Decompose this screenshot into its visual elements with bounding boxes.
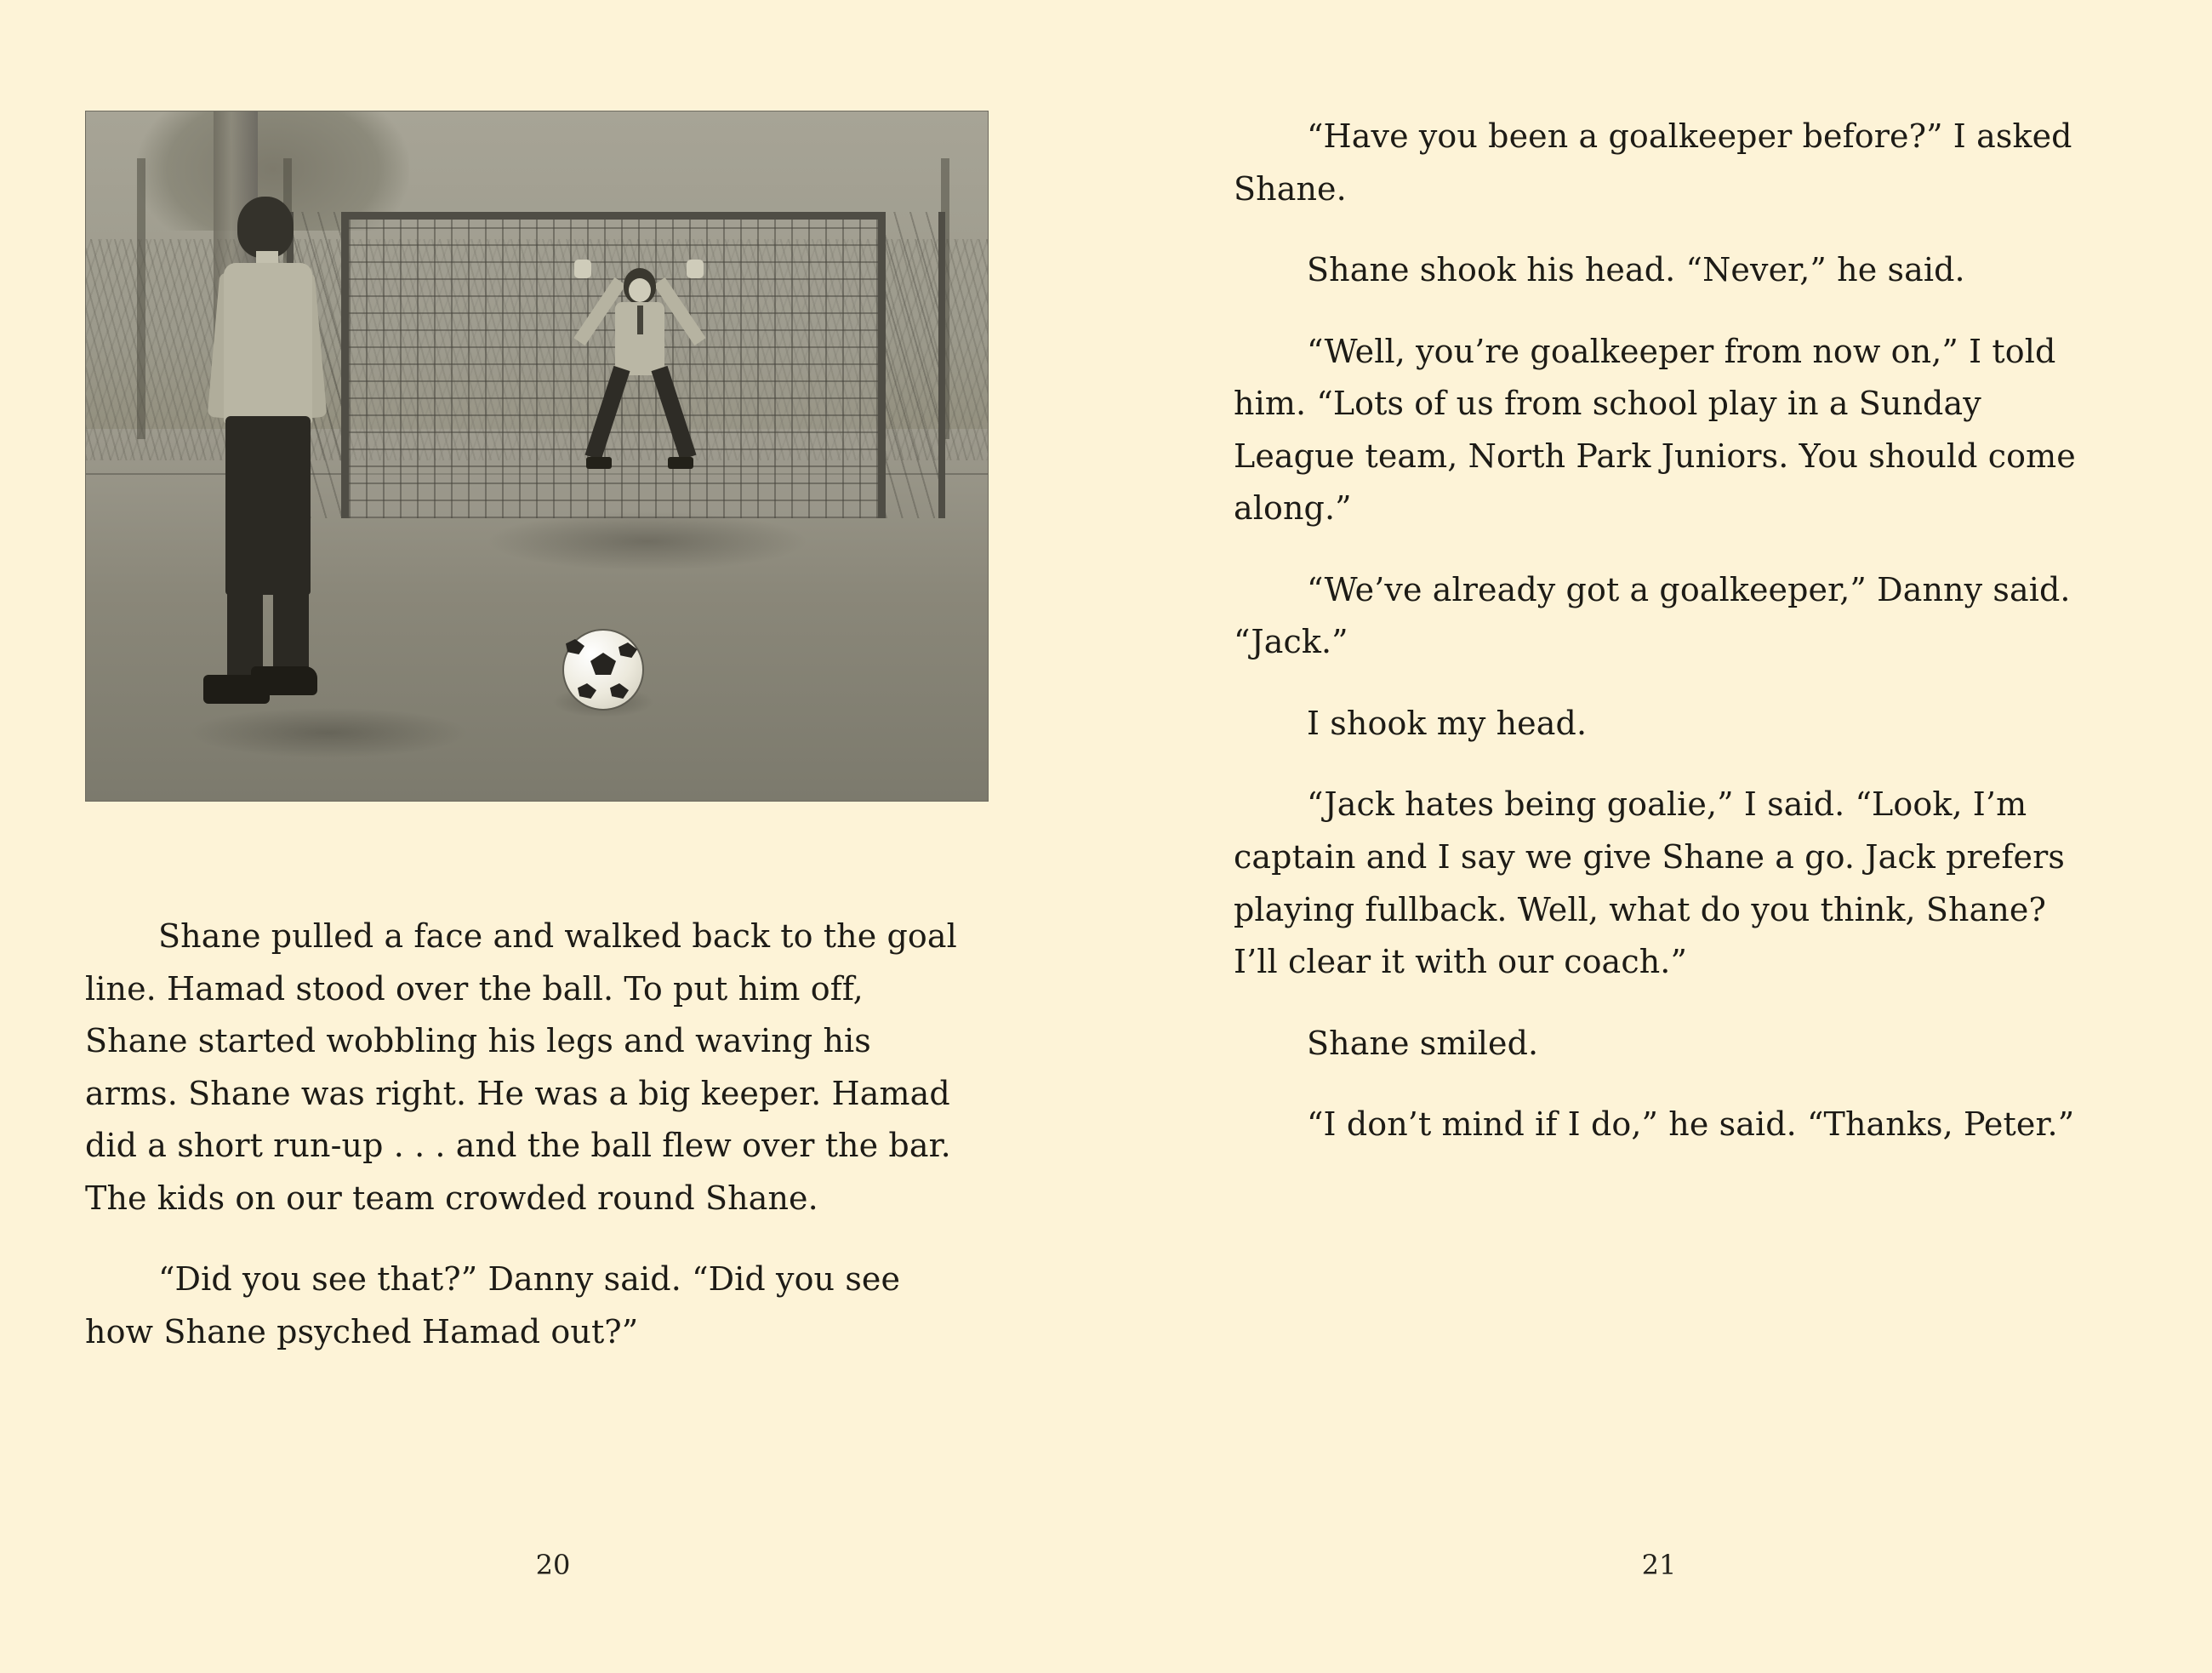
- goalkeeper-tie: [637, 305, 643, 334]
- fence-post: [137, 158, 145, 439]
- paragraph: “Well, you’re goalkeeper from now on,” I told him. “Lots of us from school play in a Sunday League team, North Park Juniors. You should come along.”: [1234, 332, 2076, 528]
- paragraph: “I don’t mind if I do,” he said. “Thanks, Peter.”: [1307, 1105, 2075, 1144]
- paragraph: “Jack hates being goalie,” I said. “Look, I’m captain and I say we give Shane a go. Jack prefers playing fullback. Well, what do you think, Shane? I’ll clear it with our coach.”: [1234, 785, 2065, 981]
- striker-torso: [224, 263, 312, 425]
- goalkeeper-hand-left: [574, 260, 591, 278]
- goalkeeper-leg-left: [584, 366, 630, 460]
- paragraph: “Have you been a goalkeeper before?” I asked Shane.: [1234, 117, 2072, 208]
- striker-head: [237, 197, 294, 258]
- football-panel: [610, 683, 629, 699]
- left-page-body-text: [85, 911, 961, 1358]
- page-number-left: 20: [535, 1549, 571, 1581]
- football-icon: [562, 629, 644, 711]
- football-panel: [578, 683, 596, 699]
- goalkeeper-face: [629, 278, 651, 302]
- paragraph: “We’ve already got a goalkeeper,” Danny said. “Jack.”: [1234, 570, 2071, 661]
- goalkeeper-leg-right: [651, 366, 696, 460]
- paragraph: Shane smiled.: [1307, 1024, 1539, 1062]
- keeper-shadow: [486, 511, 809, 571]
- goalkeeper-boot-right: [668, 457, 693, 469]
- football-panel: [619, 642, 637, 658]
- paragraph: Shane pulled a face and walked back to the goal line. Hamad stood over the ball. To put him off, Shane started wobbling his legs and waving his arms. Shane was right. He was a big keeper. Hamad did a short run-up . . . and the ball flew over the bar. The kids on our team crowded round Shane.: [85, 917, 957, 1217]
- right-page: [1106, 0, 2212, 1673]
- goalkeeper-boot-left: [586, 457, 612, 469]
- illustration-football-goal: [85, 111, 989, 802]
- goalkeeper-hand-right: [687, 260, 704, 278]
- striker-figure: [188, 197, 358, 750]
- paragraph: I shook my head.: [1307, 704, 1588, 742]
- paragraph: Shane shook his head. “Never,” he said.: [1307, 251, 1965, 289]
- striker-trousers: [225, 416, 311, 595]
- football-panel: [590, 653, 616, 675]
- paragraph: “Did you see that?” Danny said. “Did you see how Shane psyched Hamad out?”: [85, 1260, 901, 1350]
- page-number-right: 21: [1641, 1549, 1677, 1581]
- goal-net-side-right: [886, 212, 945, 518]
- striker-boot-right: [251, 666, 317, 695]
- right-page-body-text: [1234, 111, 2084, 1151]
- goalkeeper-figure: [562, 256, 715, 477]
